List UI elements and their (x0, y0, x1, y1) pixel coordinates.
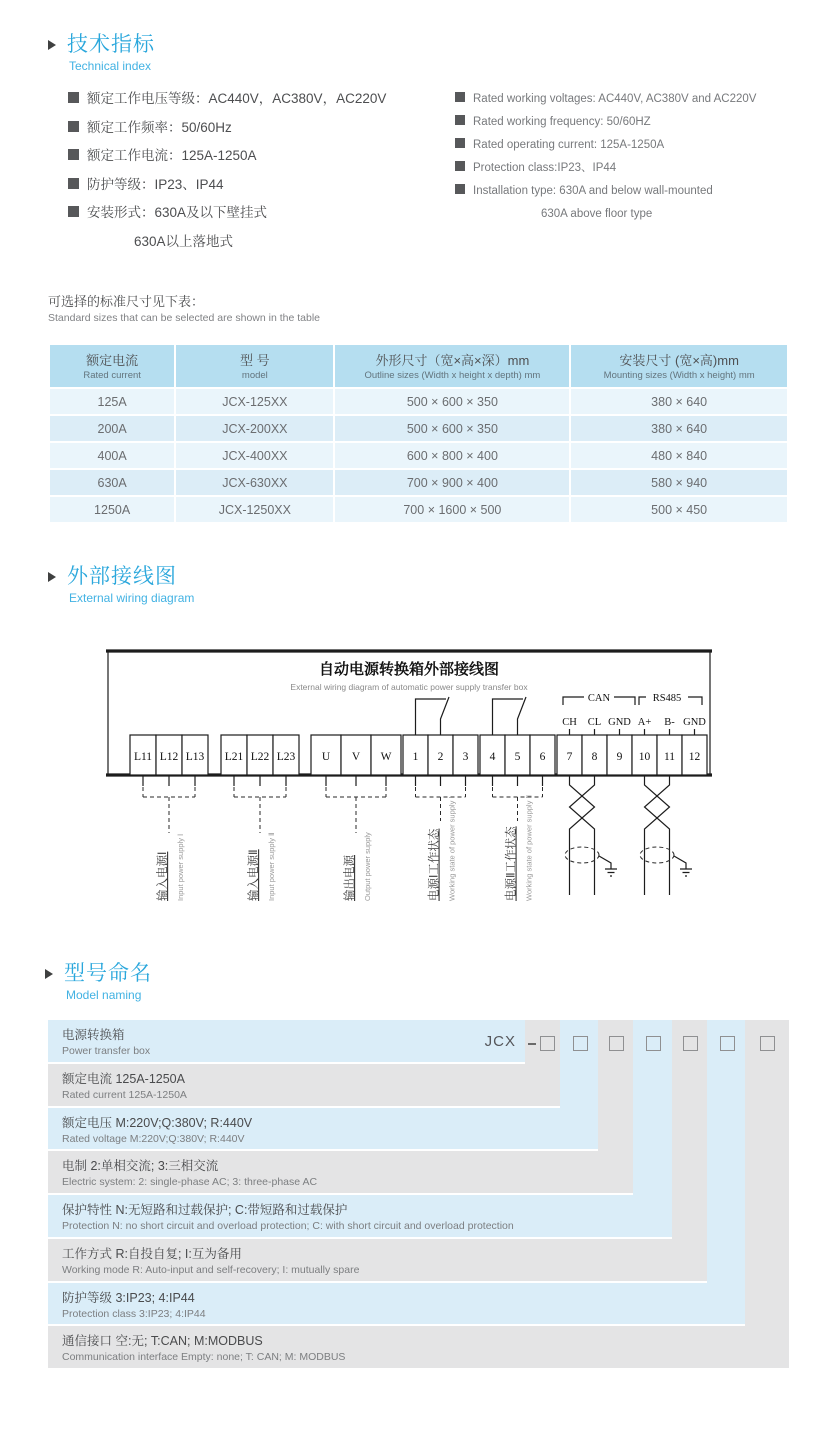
terminal-strip (130, 735, 707, 775)
signal-label: GND (608, 717, 631, 728)
spec-text: Rated working voltages: AC440V, AC380V and AC220V (473, 93, 757, 105)
spec-item-continuation (134, 228, 386, 257)
naming-row (48, 1108, 598, 1150)
naming-row (48, 1151, 633, 1193)
table-row (50, 497, 787, 522)
cell-outline-size: 600 × 800 × 400 (335, 443, 569, 468)
cell-rated-current: 630A (50, 470, 174, 495)
naming-row (48, 1239, 707, 1281)
spec-item (68, 199, 386, 228)
cell-rated-current: 125A (50, 389, 174, 414)
cell-mounting-size: 380 × 640 (571, 389, 787, 414)
twisted-pair-can (565, 775, 617, 895)
naming-row-zh: 通信接口 空:无; T:CAN; M:MODBUS (62, 1334, 263, 1349)
switch-blade-icon (441, 697, 450, 735)
dashed-group-brackets (143, 787, 543, 833)
square-bullet-icon (68, 92, 79, 103)
model-code-box (683, 1036, 698, 1051)
terminal-label: 12 (688, 751, 701, 763)
cell-outline-size: 500 × 600 × 350 (335, 389, 569, 414)
terminal-label: 8 (591, 751, 598, 763)
section-technical-header (48, 33, 155, 73)
diagram-title-zh: 自动电源转换箱外部接线图 (318, 662, 500, 678)
can-bus-label: CAN (587, 693, 611, 704)
cell-outline-size: 700 × 1600 × 500 (335, 497, 569, 522)
naming-row-en: Rated voltage M:220V;Q:380V; R:440V (62, 1132, 245, 1145)
group-label-zh: 输入电源Ⅱ (248, 849, 260, 901)
square-bullet-icon (455, 115, 465, 125)
col-header (571, 345, 787, 387)
naming-row-en: Working mode R: Auto-input and self-recovery; I: mutually spare (62, 1263, 360, 1276)
naming-row-en: Power transfer box (62, 1045, 151, 1057)
terminal-label: L13 (185, 751, 205, 763)
terminal-label: L22 (250, 751, 270, 763)
model-code-box (646, 1036, 661, 1051)
col-header-zh: 外形尺寸（宽×高×深）mm (375, 353, 530, 368)
section-arrow-icon (48, 40, 56, 50)
spec-item-continuation (541, 203, 756, 226)
spec-text: Protection class:IP23、IP44 (473, 162, 617, 174)
naming-row (48, 1283, 745, 1325)
spec-item (455, 88, 756, 111)
diagram-title-en: External wiring diagram of automatic power supply transfer box (290, 682, 528, 692)
cell-mounting-size: 380 × 640 (571, 416, 787, 441)
cell-mounting-size: 500 × 450 (571, 497, 787, 522)
cell-rated-current: 200A (50, 416, 174, 441)
col-header-en: model (241, 370, 268, 381)
group-label-zh: 电源Ⅱ工作状态 (505, 826, 518, 901)
square-bullet-icon (455, 138, 465, 148)
section-wiring-header (48, 565, 194, 605)
model-code-box (609, 1036, 624, 1051)
terminal-label: 4 (489, 751, 496, 763)
square-bullet-icon (455, 184, 465, 194)
cell-model: JCX-630XX (176, 470, 333, 495)
spec-list-en (455, 88, 756, 226)
spec-text: 防护等级：IP23、IP44 (87, 176, 224, 192)
spec-item (68, 85, 386, 114)
table-row (50, 443, 787, 468)
model-prefix: JCX (484, 1033, 516, 1050)
terminal-label: L23 (276, 751, 296, 763)
table-row (50, 416, 787, 441)
col-header (176, 345, 333, 387)
model-naming-diagram (48, 1020, 789, 1370)
cell-model: JCX-200XX (176, 416, 333, 441)
naming-row-zh: 额定电压 M:220V;Q:380V; R:440V (62, 1115, 253, 1130)
terminal-label: W (380, 751, 392, 763)
cell-outline-size: 500 × 600 × 350 (335, 416, 569, 441)
cell-outline-size: 700 × 900 × 400 (335, 470, 569, 495)
square-bullet-icon (455, 92, 465, 102)
spec-list-zh (68, 85, 386, 256)
terminal-label: U (321, 751, 331, 763)
code-column-strip (707, 1020, 745, 1324)
rs485-bracket (639, 697, 646, 705)
spec-text: Installation type: 630A and below wall-mounted (473, 185, 713, 197)
section-title-en: Model naming (66, 988, 142, 1002)
can-bracket (563, 697, 584, 705)
group-label-en: Input power supply Ⅰ (176, 833, 185, 901)
square-bullet-icon (68, 149, 79, 160)
rs485-bus-label: RS485 (652, 693, 682, 704)
spec-item (68, 114, 386, 143)
naming-row-en: Electric system: 2: single-phase AC; 3: three-phase AC (62, 1176, 318, 1189)
group-label-en: Output power supply (363, 832, 372, 901)
spec-item (68, 142, 386, 171)
square-bullet-icon (68, 206, 79, 217)
cell-mounting-size: 480 × 840 (571, 443, 787, 468)
section-title-zh: 外部接线图 (67, 565, 177, 588)
naming-row-en: Rated current 125A-1250A (62, 1088, 187, 1101)
spec-item (455, 157, 756, 180)
naming-row-zh: 保护特性 N:无短路和过载保护; C:带短路和过载保护 (62, 1203, 348, 1217)
spec-text: 630A以上落地式 (134, 233, 234, 249)
col-header-zh: 型 号 (240, 353, 270, 368)
twisted-pair-rs485 (640, 775, 692, 895)
spec-text: 额定工作电压等级：AC440V，AC380V，AC220V (87, 91, 387, 106)
col-header-zh: 额定电流 (86, 353, 139, 368)
group-label-en: Working state of power supply Ⅱ (524, 794, 534, 901)
terminal-stub-wires (143, 775, 543, 786)
naming-row (48, 1195, 672, 1237)
terminal-label: 3 (462, 751, 469, 763)
spec-item (455, 180, 756, 203)
terminal-label: 7 (566, 751, 573, 763)
group-label-zh: 输出电源 (344, 855, 356, 901)
terminal-label: L21 (224, 751, 244, 763)
naming-row-en: Protection N: no short circuit and overload protection; C: with short circuit and overload protection (62, 1220, 514, 1232)
terminal-label: 11 (663, 751, 676, 763)
naming-row-zh: 电源转换箱 (62, 1028, 125, 1042)
signal-label: CH (562, 717, 577, 728)
spec-text: 额定工作电流：125A-1250A (87, 148, 257, 163)
section-title-en: External wiring diagram (69, 591, 195, 605)
naming-row-zh: 防护等级 3:IP23; 4:IP44 (62, 1290, 195, 1305)
square-bullet-icon (455, 161, 465, 171)
col-header-en: Mounting sizes (Width x height) mm (603, 370, 755, 381)
section-naming-header (45, 962, 152, 1002)
group-labels (155, 795, 534, 901)
naming-row-en: Communication interface Empty: none; T: CAN; M: MODBUS (62, 1351, 346, 1364)
signal-tick-lines (570, 729, 695, 735)
signal-label: A+ (637, 717, 652, 728)
spec-text: Rated operating current: 125A-1250A (473, 139, 665, 151)
model-code-box (760, 1036, 775, 1051)
cell-model: JCX-400XX (176, 443, 333, 468)
spec-text: Rated working frequency: 50/60HZ (473, 116, 651, 128)
section-arrow-icon (45, 969, 53, 979)
signal-label: B- (664, 717, 675, 728)
terminal-label: 5 (514, 751, 521, 763)
spec-text: 630A above floor type (541, 208, 653, 220)
naming-row-zh: 电制 2:单相交流; 3:三相交流 (62, 1159, 219, 1174)
section-title-zh: 技术指标 (67, 33, 155, 56)
terminal-label: 9 (616, 751, 623, 763)
naming-row (48, 1020, 525, 1062)
terminal-label: L12 (159, 751, 179, 763)
cell-model: JCX-1250XX (176, 497, 333, 522)
table-row (50, 389, 787, 414)
naming-row (48, 1064, 560, 1106)
table-header-row (50, 345, 787, 387)
group-label-en: Input power supply Ⅱ (267, 832, 276, 901)
naming-row-en: Protection class 3:IP23; 4:IP44 (62, 1307, 206, 1320)
section-arrow-icon (48, 572, 56, 582)
model-dash (528, 1043, 536, 1045)
col-header (50, 345, 174, 387)
model-code-box (720, 1036, 735, 1051)
terminal-label: 1 (412, 751, 419, 763)
terminal-label: L11 (133, 751, 153, 763)
signal-label: GND (683, 717, 706, 728)
spec-text: 额定工作频率：50/60Hz (87, 119, 232, 135)
cell-model: JCX-125XX (176, 389, 333, 414)
spec-item (455, 134, 756, 157)
spec-text: 安装形式：630A及以下壁挂式 (87, 205, 268, 220)
ground-icon (680, 869, 692, 876)
col-header-en: Outline sizes (Width x height x depth) mm (364, 370, 541, 381)
table-intro-en: Standard sizes that can be selected are shown in the table (48, 312, 321, 324)
model-code-box (573, 1036, 588, 1051)
cell-rated-current: 400A (50, 443, 174, 468)
cell-rated-current: 1250A (50, 497, 174, 522)
terminal-label: 10 (638, 751, 651, 763)
code-column-strip (745, 1020, 789, 1368)
external-wiring-diagram (105, 643, 715, 935)
can-bracket (614, 697, 635, 705)
terminal-label: 6 (539, 751, 546, 763)
spec-item (455, 111, 756, 134)
terminal-label: 2 (437, 751, 444, 763)
col-header-zh: 安装尺寸 (宽×高)mm (619, 353, 739, 368)
ground-icon (605, 869, 617, 876)
model-code-box (540, 1036, 555, 1051)
section-title-zh: 型号命名 (64, 962, 152, 985)
group-label-zh: 输入电源Ⅰ (157, 851, 169, 901)
signal-label: CL (587, 717, 602, 728)
section-title-en: Technical index (69, 59, 152, 73)
square-bullet-icon (68, 178, 79, 189)
switch-blade-icon (518, 697, 527, 735)
rs485-bracket (688, 697, 702, 705)
naming-row (48, 1326, 789, 1368)
naming-row-zh: 工作方式 R:自投自复; I:互为备用 (62, 1246, 242, 1261)
col-header-en: Rated current (83, 370, 141, 381)
standard-sizes-table (48, 343, 789, 524)
spec-item (68, 171, 386, 200)
terminal-label: V (351, 751, 361, 763)
square-bullet-icon (68, 121, 79, 132)
group-label-zh: 电源Ⅰ工作状态 (428, 828, 441, 901)
table-row (50, 470, 787, 495)
naming-row-zh: 额定电流 125A-1250A (62, 1071, 185, 1086)
group-label-en: Working state of power supply Ⅰ (447, 796, 457, 901)
cell-mounting-size: 580 × 940 (571, 470, 787, 495)
table-intro-zh: 可选择的标准尺寸见下表： (48, 294, 205, 309)
col-header (335, 345, 569, 387)
